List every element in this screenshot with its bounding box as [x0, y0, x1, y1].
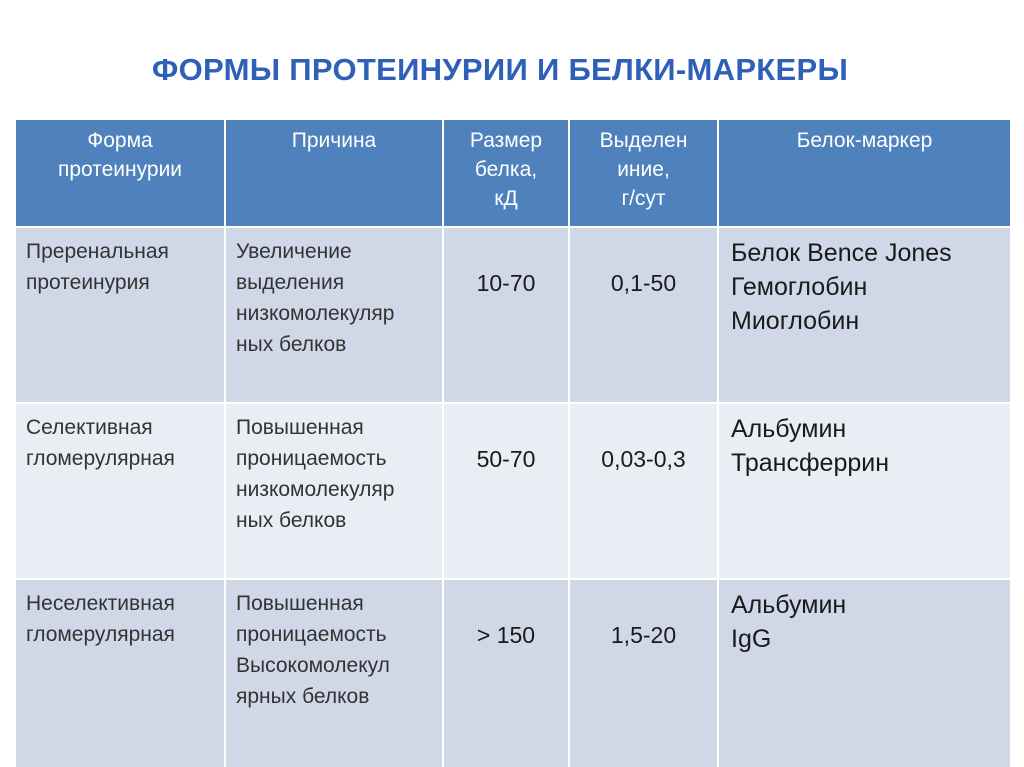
- header-excretion: Выделен иние, г/сут: [569, 119, 718, 227]
- table-row: [15, 403, 1011, 579]
- cell-marker: Альбумин IgG: [718, 579, 1011, 767]
- cell-reason: Повышенная проницаемость Высокомолекул ярных белков: [225, 579, 443, 767]
- cell-size: 50-70: [443, 403, 569, 579]
- cell-form: Преренальная протеинурия: [15, 227, 225, 403]
- cell-excretion: 0,03-0,3: [569, 403, 718, 579]
- table-row: [15, 227, 1011, 403]
- cell-excretion: 1,5-20: [569, 579, 718, 767]
- table-header-row: [15, 119, 1011, 227]
- header-size: Размер белка, кД: [443, 119, 569, 227]
- cell-marker: Альбумин Трансферрин: [718, 403, 1011, 579]
- header-reason: Причина: [225, 119, 443, 227]
- cell-form: Селективная гломерулярная: [15, 403, 225, 579]
- cell-reason: Повышенная проницаемость низкомолекуляр ных белков: [225, 403, 443, 579]
- cell-size: > 150: [443, 579, 569, 767]
- page-title: ФОРМЫ ПРОТЕИНУРИИ И БЕЛКИ-МАРКЕРЫ: [151, 52, 849, 87]
- proteinuria-table: [14, 118, 1012, 767]
- table-row: [15, 579, 1011, 767]
- cell-reason: Увеличение выделения низкомолекуляр ных белков: [225, 227, 443, 403]
- header-marker: Белок-маркер: [718, 119, 1011, 227]
- cell-form: Неселективная гломерулярная: [15, 579, 225, 767]
- header-form: Форма протеинурии: [15, 119, 225, 227]
- cell-marker: Белок Bence Jones Гемоглобин Миоглобин: [718, 227, 1011, 403]
- cell-size: 10-70: [443, 227, 569, 403]
- cell-excretion: 0,1-50: [569, 227, 718, 403]
